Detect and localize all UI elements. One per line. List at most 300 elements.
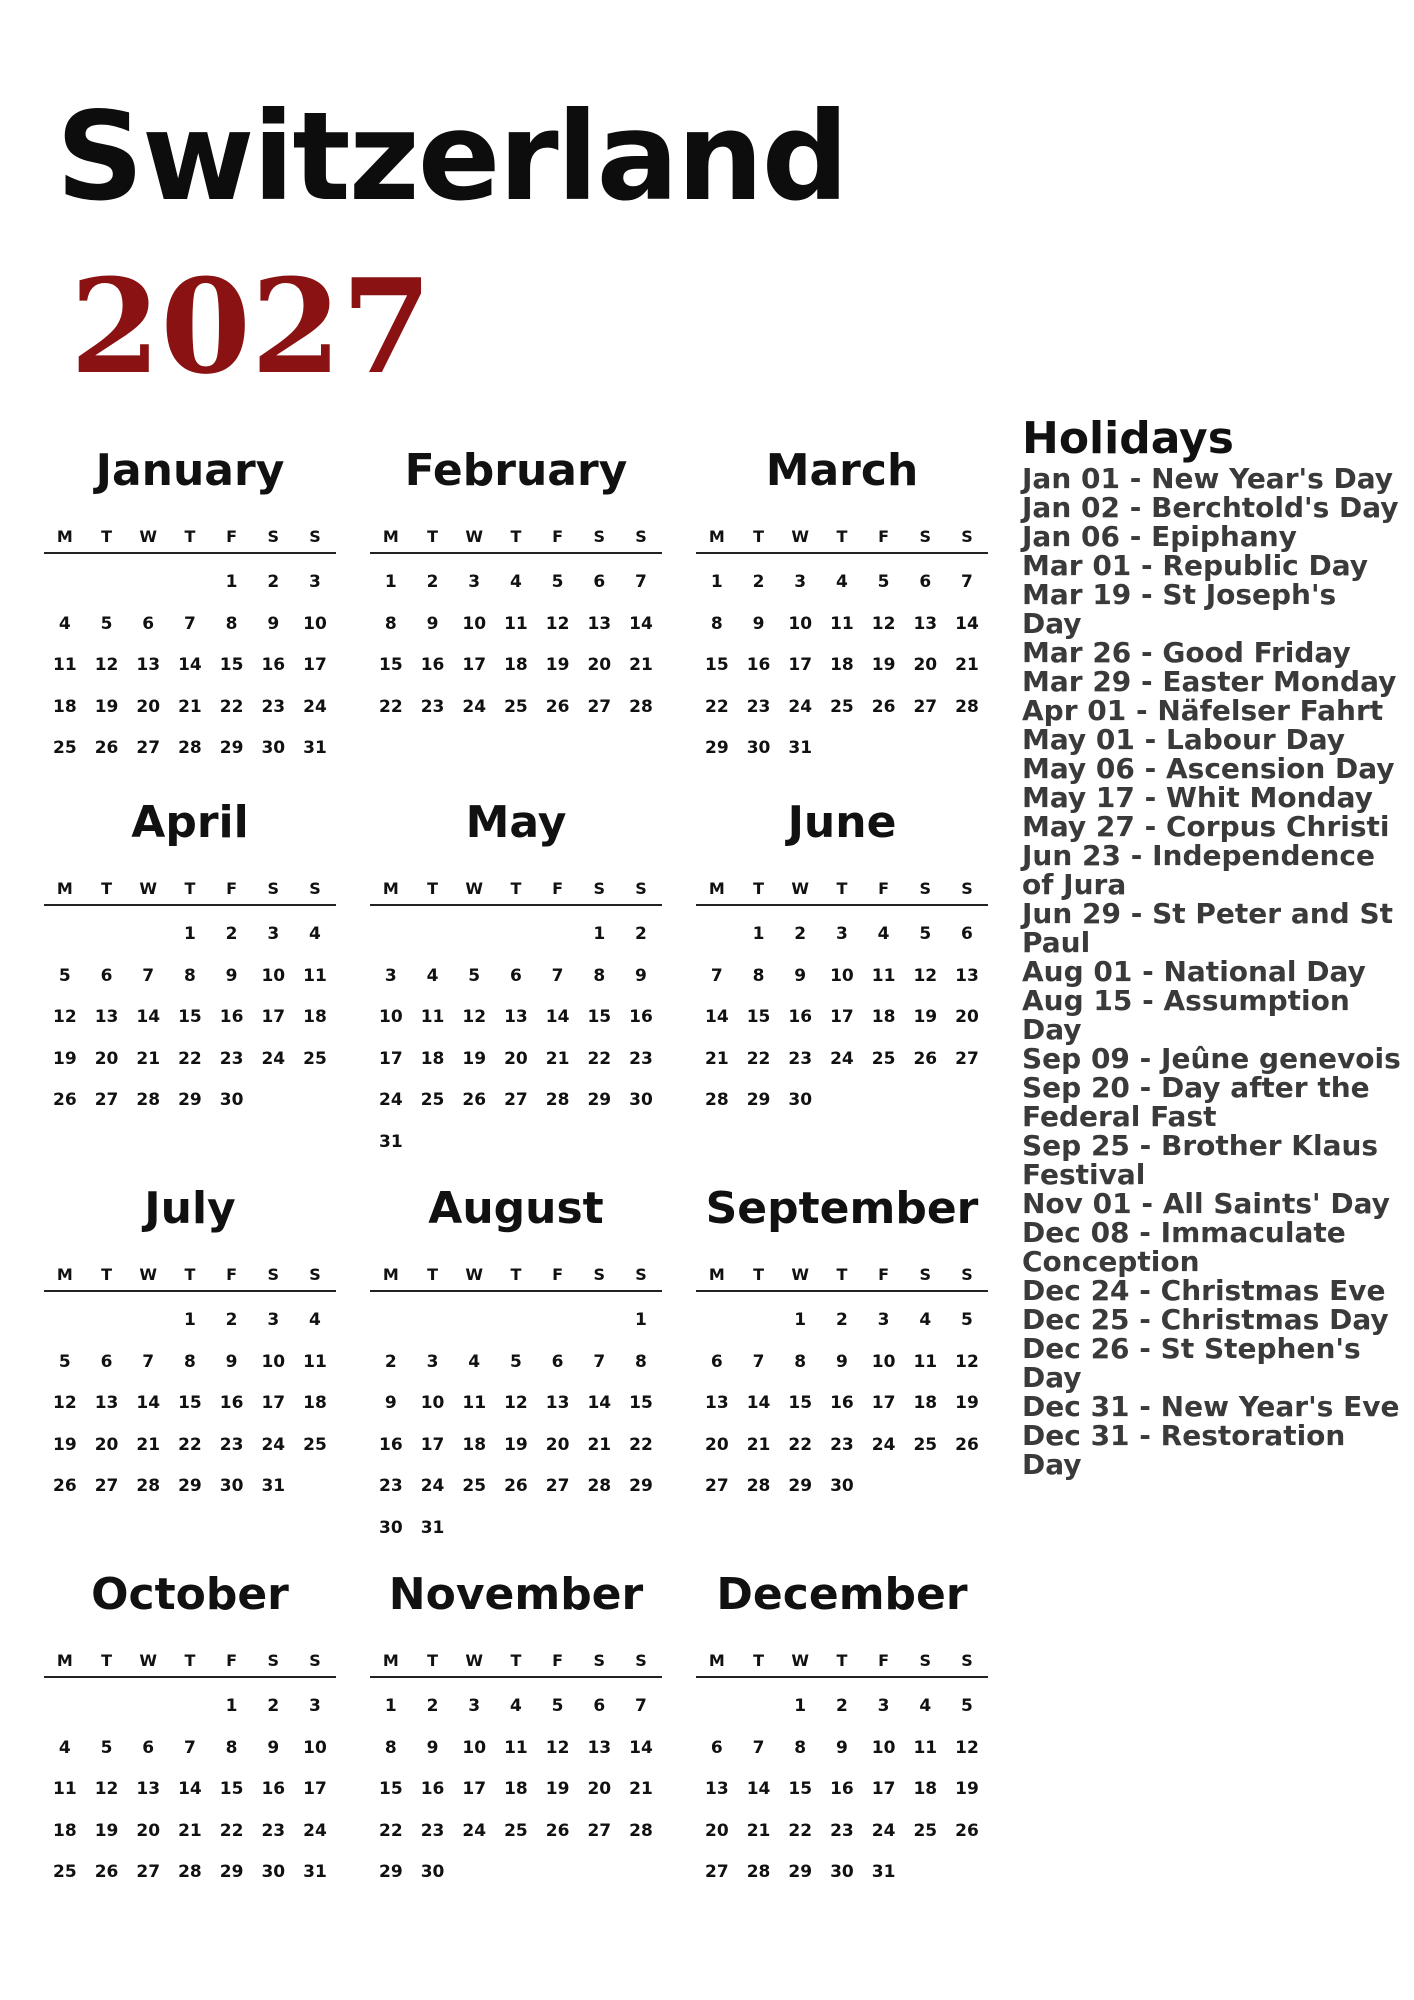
day-grid xyxy=(696,1678,988,1894)
day-cell: 23 xyxy=(420,696,445,717)
day-cell: 26 xyxy=(913,1048,938,1069)
day-cell: 22 xyxy=(746,1048,771,1069)
day-cell: 15 xyxy=(219,1779,244,1799)
weekday-label: T xyxy=(427,1264,438,1284)
holiday-item: Dec 26 - St Stephen's Day xyxy=(1022,1332,1361,1394)
weekday-header xyxy=(370,1644,662,1678)
day-cell: 12 xyxy=(53,1007,77,1027)
day-grid xyxy=(696,906,988,1122)
day-grid xyxy=(44,906,336,1122)
day-cell: 29 xyxy=(219,738,244,758)
day-cell: 11 xyxy=(303,1351,327,1372)
weekday-label: S xyxy=(267,526,280,546)
day-cell: 6 xyxy=(551,1351,564,1372)
month-name: February xyxy=(404,445,628,496)
weekday-label: T xyxy=(836,526,848,546)
weekday-label: F xyxy=(878,878,890,898)
day-cell: 27 xyxy=(545,1476,570,1496)
day-cell: 21 xyxy=(629,1779,653,1799)
day-cell: 9 xyxy=(384,1393,397,1413)
holiday-item: Apr 01 - Näfelser Fahrt xyxy=(1022,694,1384,727)
day-cell: 2 xyxy=(835,1310,848,1330)
day-cell: 12 xyxy=(955,1737,979,1758)
day-cell: 20 xyxy=(705,1434,729,1455)
holiday-item: Dec 08 - Immaculate Conception xyxy=(1022,1216,1346,1278)
weekday-label: S xyxy=(309,526,321,546)
day-cell: 2 xyxy=(794,924,807,944)
day-grid xyxy=(370,906,662,1163)
empty-day-cell xyxy=(412,914,454,956)
month-calendar xyxy=(370,1570,662,1894)
day-cell: 19 xyxy=(545,655,570,675)
day-cell: 29 xyxy=(788,1862,813,1882)
day-cell: 9 xyxy=(267,613,280,634)
day-cell: 11 xyxy=(462,1393,487,1413)
day-cell: 7 xyxy=(635,1696,647,1716)
day-cell: 7 xyxy=(142,965,155,986)
day-cell: 16 xyxy=(746,655,771,675)
day-cell: 19 xyxy=(955,1393,979,1413)
weekday-label: M xyxy=(382,1650,399,1670)
month-name: September xyxy=(705,1183,979,1234)
weekday-header xyxy=(44,1644,336,1678)
weekday-label: S xyxy=(635,878,647,898)
day-cell: 5 xyxy=(551,1696,564,1716)
day-cell: 24 xyxy=(303,1820,327,1841)
day-cell: 9 xyxy=(267,1737,280,1758)
day-cell: 27 xyxy=(705,1862,729,1882)
day-cell: 23 xyxy=(420,1820,445,1841)
day-cell: 12 xyxy=(913,965,938,986)
day-cell: 25 xyxy=(913,1434,938,1455)
day-cell: 8 xyxy=(794,1351,807,1372)
day-cell: 5 xyxy=(100,1737,113,1758)
empty-day-cell xyxy=(169,1686,211,1728)
weekday-label: S xyxy=(267,878,280,898)
day-cell: 10 xyxy=(788,613,813,634)
day-cell: 5 xyxy=(551,572,564,592)
day-cell: 5 xyxy=(468,965,481,986)
weekday-label: T xyxy=(510,878,522,898)
day-cell: 8 xyxy=(225,613,238,634)
weekday-label: S xyxy=(919,1650,932,1670)
day-cell: 21 xyxy=(705,1048,729,1069)
day-cell: 3 xyxy=(468,1696,481,1716)
day-cell: 17 xyxy=(871,1779,896,1799)
day-cell: 17 xyxy=(871,1393,896,1413)
day-cell: 5 xyxy=(509,1351,522,1372)
day-grid xyxy=(44,1678,336,1894)
month-calendar xyxy=(44,1570,336,1894)
holiday-item: Jan 01 - New Year's Day xyxy=(1022,462,1394,495)
day-cell: 23 xyxy=(219,1434,244,1455)
empty-day-cell xyxy=(86,1686,128,1728)
day-cell: 6 xyxy=(710,1737,723,1758)
day-cell: 22 xyxy=(379,696,403,717)
day-cell: 20 xyxy=(587,1779,612,1799)
day-cell: 2 xyxy=(384,1351,397,1372)
day-cell: 28 xyxy=(629,1820,653,1841)
day-cell: 30 xyxy=(420,1862,445,1882)
day-cell: 10 xyxy=(830,965,854,986)
day-cell: 30 xyxy=(629,1090,653,1110)
weekday-label: T xyxy=(427,878,438,898)
month-calendar xyxy=(370,446,662,728)
day-cell: 3 xyxy=(267,1310,280,1330)
day-cell: 17 xyxy=(830,1007,854,1027)
day-cell: 26 xyxy=(955,1820,979,1841)
day-cell: 6 xyxy=(919,572,932,592)
day-cell: 12 xyxy=(504,1393,528,1413)
holiday-item: Aug 15 - Assumption Day xyxy=(1022,984,1350,1046)
weekday-header xyxy=(370,520,662,554)
day-cell: 19 xyxy=(871,655,896,675)
day-cell: 3 xyxy=(309,1696,321,1716)
holiday-item: Dec 24 - Christmas Eve xyxy=(1022,1274,1386,1307)
weekday-label: S xyxy=(919,526,932,546)
weekday-label: S xyxy=(309,1264,321,1284)
day-cell: 6 xyxy=(142,1737,155,1758)
month-calendar xyxy=(370,1184,662,1549)
day-cell: 18 xyxy=(53,696,77,717)
day-cell: 1 xyxy=(794,1310,807,1330)
weekday-label: T xyxy=(510,526,522,546)
weekday-label: S xyxy=(593,526,606,546)
empty-day-cell xyxy=(44,914,86,956)
day-cell: 16 xyxy=(788,1007,813,1027)
weekday-label: T xyxy=(427,1650,438,1670)
weekday-label: T xyxy=(101,1264,112,1284)
day-cell: 7 xyxy=(183,1737,196,1758)
empty-day-cell xyxy=(412,1300,454,1342)
day-cell: 4 xyxy=(877,924,890,944)
day-cell: 22 xyxy=(219,1820,244,1841)
day-cell: 4 xyxy=(58,1737,71,1758)
day-cell: 6 xyxy=(593,572,606,592)
day-cell: 17 xyxy=(379,1048,403,1069)
day-cell: 20 xyxy=(955,1007,979,1027)
holiday-item: Jun 29 - St Peter and St Paul xyxy=(1022,897,1394,959)
day-cell: 27 xyxy=(94,1476,119,1496)
day-cell: 2 xyxy=(225,924,238,944)
day-cell: 22 xyxy=(219,696,244,717)
empty-day-cell xyxy=(696,1686,738,1728)
weekday-label: S xyxy=(919,1264,932,1284)
day-cell: 25 xyxy=(504,1820,528,1841)
month-name: March xyxy=(765,445,919,496)
weekday-label: F xyxy=(552,1650,564,1670)
holiday-item: Jan 06 - Epiphany xyxy=(1022,520,1297,553)
day-cell: 31 xyxy=(303,1862,327,1882)
day-cell: 27 xyxy=(136,1862,161,1882)
day-cell: 7 xyxy=(593,1351,606,1372)
holiday-item: Dec 25 - Christmas Day xyxy=(1022,1303,1389,1336)
day-cell: 8 xyxy=(183,1351,196,1372)
day-cell: 9 xyxy=(835,1737,848,1758)
day-cell: 19 xyxy=(504,1434,528,1455)
day-cell: 2 xyxy=(835,1696,848,1716)
day-cell: 17 xyxy=(462,1779,487,1799)
day-cell: 21 xyxy=(746,1434,771,1455)
weekday-label: W xyxy=(791,1264,810,1284)
weekday-label: F xyxy=(552,1264,564,1284)
day-cell: 14 xyxy=(587,1393,612,1413)
weekday-label: T xyxy=(510,1650,522,1670)
day-cell: 22 xyxy=(379,1820,403,1841)
holiday-item: May 01 - Labour Day xyxy=(1022,723,1346,756)
day-cell: 27 xyxy=(913,696,938,717)
day-cell: 17 xyxy=(261,1393,286,1413)
weekday-label: F xyxy=(226,1650,238,1670)
day-cell: 6 xyxy=(142,613,155,634)
day-cell: 14 xyxy=(136,1393,161,1413)
day-cell: 15 xyxy=(379,655,403,675)
weekday-label: T xyxy=(836,1264,848,1284)
day-cell: 1 xyxy=(225,572,238,592)
weekday-label: T xyxy=(101,526,112,546)
day-cell: 19 xyxy=(545,1779,570,1799)
day-cell: 6 xyxy=(593,1696,606,1716)
day-cell: 22 xyxy=(788,1820,813,1841)
day-cell: 24 xyxy=(462,696,487,717)
day-cell: 6 xyxy=(100,965,113,986)
day-cell: 29 xyxy=(587,1090,612,1110)
holiday-item: May 06 - Ascension Day xyxy=(1022,752,1395,785)
weekday-label: W xyxy=(465,1650,484,1670)
day-cell: 18 xyxy=(504,1779,528,1799)
holidays-panel xyxy=(1022,414,1402,1479)
day-cell: 14 xyxy=(629,613,653,634)
day-cell: 2 xyxy=(267,1696,280,1716)
day-cell: 11 xyxy=(303,965,327,986)
day-cell: 18 xyxy=(913,1779,938,1799)
day-cell: 19 xyxy=(94,696,119,717)
empty-day-cell xyxy=(453,914,495,956)
day-cell: 25 xyxy=(53,1862,77,1882)
day-cell: 13 xyxy=(705,1779,729,1799)
weekday-label: T xyxy=(836,878,848,898)
empty-day-cell xyxy=(370,914,412,956)
day-cell: 9 xyxy=(794,965,807,986)
day-cell: 15 xyxy=(178,1393,202,1413)
day-cell: 26 xyxy=(53,1476,77,1496)
day-cell: 11 xyxy=(913,1351,938,1372)
month-name: May xyxy=(465,797,567,848)
day-cell: 15 xyxy=(629,1393,653,1413)
day-cell: 26 xyxy=(94,738,119,758)
day-cell: 1 xyxy=(593,924,606,944)
month-calendar xyxy=(696,446,988,770)
empty-day-cell xyxy=(370,1300,412,1342)
weekday-label: F xyxy=(878,526,890,546)
holiday-item: Sep 20 - Day after the Federal Fast xyxy=(1022,1071,1370,1133)
day-cell: 14 xyxy=(178,655,202,675)
day-cell: 30 xyxy=(788,1090,813,1110)
day-cell: 10 xyxy=(462,1737,487,1758)
day-cell: 1 xyxy=(384,1696,397,1716)
day-cell: 8 xyxy=(183,965,196,986)
day-cell: 13 xyxy=(545,1393,570,1413)
day-cell: 22 xyxy=(178,1048,202,1069)
day-cell: 19 xyxy=(462,1048,487,1069)
day-cell: 13 xyxy=(705,1393,729,1413)
weekday-label: M xyxy=(382,526,399,546)
day-cell: 3 xyxy=(877,1310,890,1330)
weekday-label: S xyxy=(593,878,606,898)
day-cell: 4 xyxy=(309,1310,321,1330)
day-cell: 5 xyxy=(961,1696,973,1716)
weekday-label: W xyxy=(139,1264,158,1284)
day-cell: 15 xyxy=(746,1007,771,1027)
day-cell: 26 xyxy=(53,1090,77,1110)
weekday-label: F xyxy=(226,878,238,898)
day-cell: 27 xyxy=(587,696,612,717)
day-cell: 23 xyxy=(261,1820,286,1841)
day-cell: 2 xyxy=(225,1310,238,1330)
day-cell: 30 xyxy=(746,738,771,758)
day-cell: 4 xyxy=(426,965,439,986)
holiday-item: Mar 26 - Good Friday xyxy=(1022,636,1351,669)
day-cell: 1 xyxy=(183,924,196,944)
weekday-label: M xyxy=(382,878,399,898)
day-cell: 27 xyxy=(94,1090,119,1110)
weekday-header xyxy=(696,1644,988,1678)
day-cell: 26 xyxy=(545,696,570,717)
day-grid xyxy=(44,554,336,770)
day-cell: 9 xyxy=(835,1351,848,1372)
empty-day-cell xyxy=(453,1300,495,1342)
day-cell: 6 xyxy=(100,1351,113,1372)
weekday-label: S xyxy=(635,526,647,546)
weekday-label: S xyxy=(635,1264,647,1284)
day-cell: 16 xyxy=(420,1779,445,1799)
day-cell: 3 xyxy=(835,924,848,944)
weekday-label: M xyxy=(708,1650,725,1670)
holiday-item: May 17 - Whit Monday xyxy=(1022,781,1373,814)
holidays-title: Holidays xyxy=(1022,413,1234,464)
weekday-label: W xyxy=(465,526,484,546)
empty-day-cell xyxy=(127,914,169,956)
day-cell: 25 xyxy=(871,1048,896,1069)
day-cell: 4 xyxy=(509,572,522,592)
day-cell: 16 xyxy=(830,1779,854,1799)
day-cell: 26 xyxy=(871,696,896,717)
day-cell: 1 xyxy=(635,1310,647,1330)
weekday-label: F xyxy=(552,878,564,898)
day-cell: 30 xyxy=(219,1476,244,1496)
day-cell: 30 xyxy=(261,738,286,758)
day-cell: 10 xyxy=(261,965,286,986)
weekday-label: W xyxy=(791,878,810,898)
day-cell: 13 xyxy=(136,1779,161,1799)
day-cell: 28 xyxy=(545,1090,570,1110)
day-cell: 6 xyxy=(710,1351,723,1372)
day-cell: 29 xyxy=(629,1476,653,1496)
day-cell: 22 xyxy=(629,1434,653,1455)
day-cell: 28 xyxy=(746,1476,771,1496)
day-cell: 18 xyxy=(303,1007,327,1027)
day-cell: 10 xyxy=(379,1007,403,1027)
weekday-label: F xyxy=(878,1264,890,1284)
empty-day-cell xyxy=(495,1300,537,1342)
day-cell: 10 xyxy=(871,1351,896,1372)
month-name: June xyxy=(787,797,897,848)
day-cell: 27 xyxy=(504,1090,528,1110)
day-cell: 12 xyxy=(955,1351,979,1372)
day-cell: 25 xyxy=(303,1048,327,1069)
day-cell: 16 xyxy=(420,655,445,675)
holiday-item: May 27 - Corpus Christi xyxy=(1022,810,1390,843)
day-cell: 15 xyxy=(379,1779,403,1799)
day-grid xyxy=(370,1292,662,1549)
day-cell: 18 xyxy=(462,1434,487,1455)
day-cell: 24 xyxy=(462,1820,487,1841)
day-cell: 18 xyxy=(303,1393,327,1413)
day-cell: 30 xyxy=(830,1862,854,1882)
weekday-label: F xyxy=(552,526,564,546)
day-cell: 10 xyxy=(261,1351,286,1372)
day-cell: 7 xyxy=(752,1351,765,1372)
day-cell: 5 xyxy=(58,965,71,986)
day-cell: 27 xyxy=(136,738,161,758)
day-cell: 16 xyxy=(629,1007,653,1027)
day-cell: 7 xyxy=(752,1737,765,1758)
weekday-label: S xyxy=(593,1264,606,1284)
day-cell: 5 xyxy=(100,613,113,634)
day-cell: 4 xyxy=(58,613,71,634)
day-cell: 2 xyxy=(267,572,280,592)
day-cell: 18 xyxy=(504,655,528,675)
day-cell: 17 xyxy=(303,655,327,675)
day-cell: 8 xyxy=(710,613,723,634)
weekday-label: T xyxy=(836,1650,848,1670)
day-cell: 24 xyxy=(379,1090,403,1110)
day-cell: 12 xyxy=(871,613,896,634)
day-cell: 11 xyxy=(871,965,896,986)
day-cell: 13 xyxy=(504,1007,528,1027)
day-cell: 11 xyxy=(53,1779,77,1799)
day-cell: 12 xyxy=(545,1737,570,1758)
day-cell: 23 xyxy=(379,1476,403,1496)
day-cell: 7 xyxy=(142,1351,155,1372)
empty-day-cell xyxy=(127,1686,169,1728)
holiday-item: Jun 23 - Independence of Jura xyxy=(1022,839,1376,901)
day-cell: 11 xyxy=(830,613,854,634)
day-cell: 29 xyxy=(379,1862,403,1882)
day-cell: 26 xyxy=(94,1862,119,1882)
day-cell: 13 xyxy=(94,1393,119,1413)
empty-day-cell xyxy=(44,1300,86,1342)
day-cell: 19 xyxy=(913,1007,938,1027)
day-cell: 21 xyxy=(178,1820,202,1841)
day-grid xyxy=(370,554,662,728)
day-cell: 1 xyxy=(183,1310,196,1330)
weekday-header xyxy=(696,520,988,554)
day-cell: 3 xyxy=(426,1351,439,1372)
day-cell: 28 xyxy=(587,1476,612,1496)
weekday-label: T xyxy=(184,1264,196,1284)
day-cell: 25 xyxy=(504,696,528,717)
day-cell: 23 xyxy=(830,1434,854,1455)
empty-day-cell xyxy=(537,914,579,956)
day-cell: 10 xyxy=(420,1393,445,1413)
day-cell: 21 xyxy=(136,1048,161,1069)
weekday-label: T xyxy=(753,878,764,898)
day-cell: 21 xyxy=(746,1820,771,1841)
day-cell: 8 xyxy=(794,1737,807,1758)
day-cell: 8 xyxy=(635,1351,647,1372)
day-cell: 13 xyxy=(94,1007,119,1027)
